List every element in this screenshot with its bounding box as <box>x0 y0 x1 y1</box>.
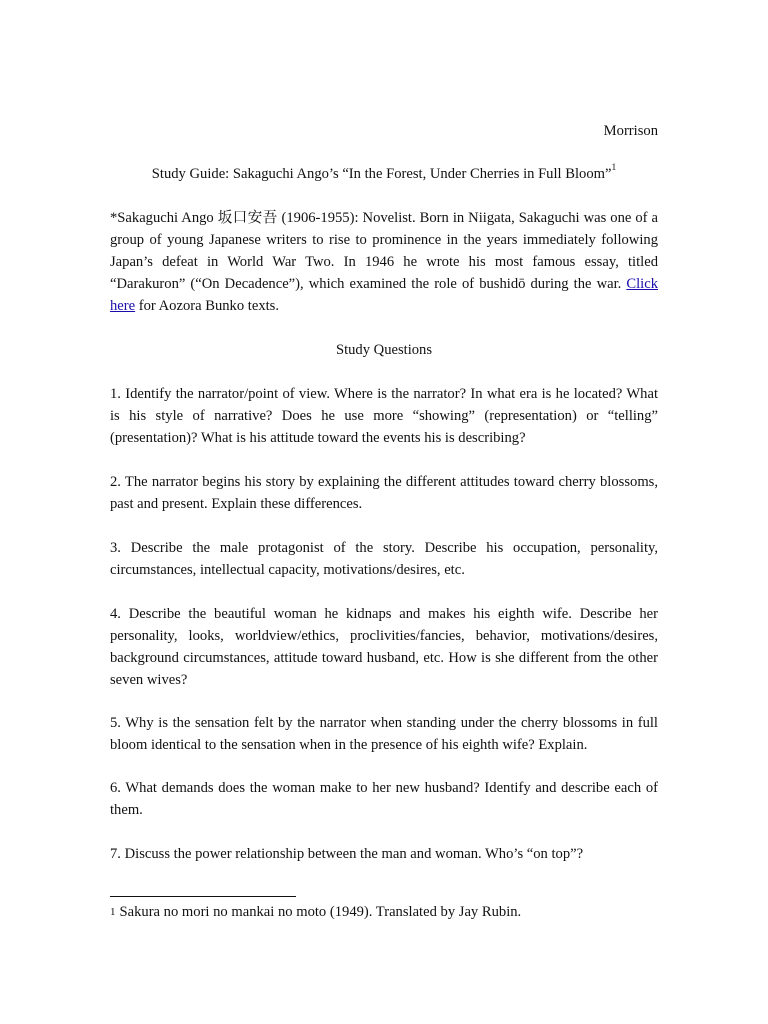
footnote-reference[interactable]: 1 <box>611 163 617 174</box>
footnote-text: Sakura no mori no mankai no moto (1949). Translated by Jay Rubin. <box>119 904 522 920</box>
question-7: 7. Discuss the power relationship between the man and woman. Who’s “on top”? <box>110 846 584 862</box>
question-1: 1. Identify the narrator/point of view. Where is the narrator? In what era is he located? What is his style of narrative? Does he use more “showing” (representation) or “telling” (presentation)? What is his attitude toward the events his is describing? <box>110 386 658 446</box>
question-5: 5. Why is the sensation felt by the narrator when standing under the cherry blossoms in full bloom identical to the sensation when in the presence of his eighth wife? Explain. <box>110 715 658 753</box>
footnote <box>110 901 658 924</box>
document-page <box>110 0 658 1024</box>
intro-text-after-link: for Aozora Bunko texts. <box>135 298 280 314</box>
question-6: 6. What demands does the woman make to her new husband? Identify and describe each of them. <box>110 780 658 818</box>
question-3: 3. Describe the male protagonist of the story. Describe his occupation, personality, circumstances, intellectual capacity, motivations/desires, etc. <box>110 540 658 578</box>
footnote-divider <box>110 896 296 897</box>
page-header-author: Morrison <box>603 123 658 139</box>
intro-paragraph <box>110 207 658 317</box>
document-title-text: Study Guide: Sakaguchi Ango’s “In the Forest, Under Cherries in Full Bloom” <box>151 166 612 182</box>
question-4: 4. Describe the beautiful woman he kidnaps and makes his eighth wife. Describe her personality, looks, worldview/ethics, proclivities/fancies, behavior, motivations/desires, background circumstances, attitude toward husband, etc. How is she different from the other seven wives? <box>110 606 658 688</box>
document-title <box>110 163 658 185</box>
study-questions-heading: Study Questions <box>335 342 433 358</box>
intro-text: *Sakaguchi Ango 坂口安吾 (1906-1955): Novelist. Born in Niigata, Sakaguchi was one of a group of young Japanese writers to rise to prominence in the years immediately following Japan’s defeat in World War Two. In 1946 he wrote his most famous essay, titled “Darakuron” (“On Decadence”), which examined the role of bushidō during the war. <box>110 210 658 292</box>
aozora-bunko-link[interactable]: Click here <box>110 276 658 314</box>
footnote-number: 1 <box>110 906 116 918</box>
question-2: 2. The narrator begins his story by explaining the different attitudes toward cherry blossoms, past and present. Explain these differences. <box>110 474 658 512</box>
